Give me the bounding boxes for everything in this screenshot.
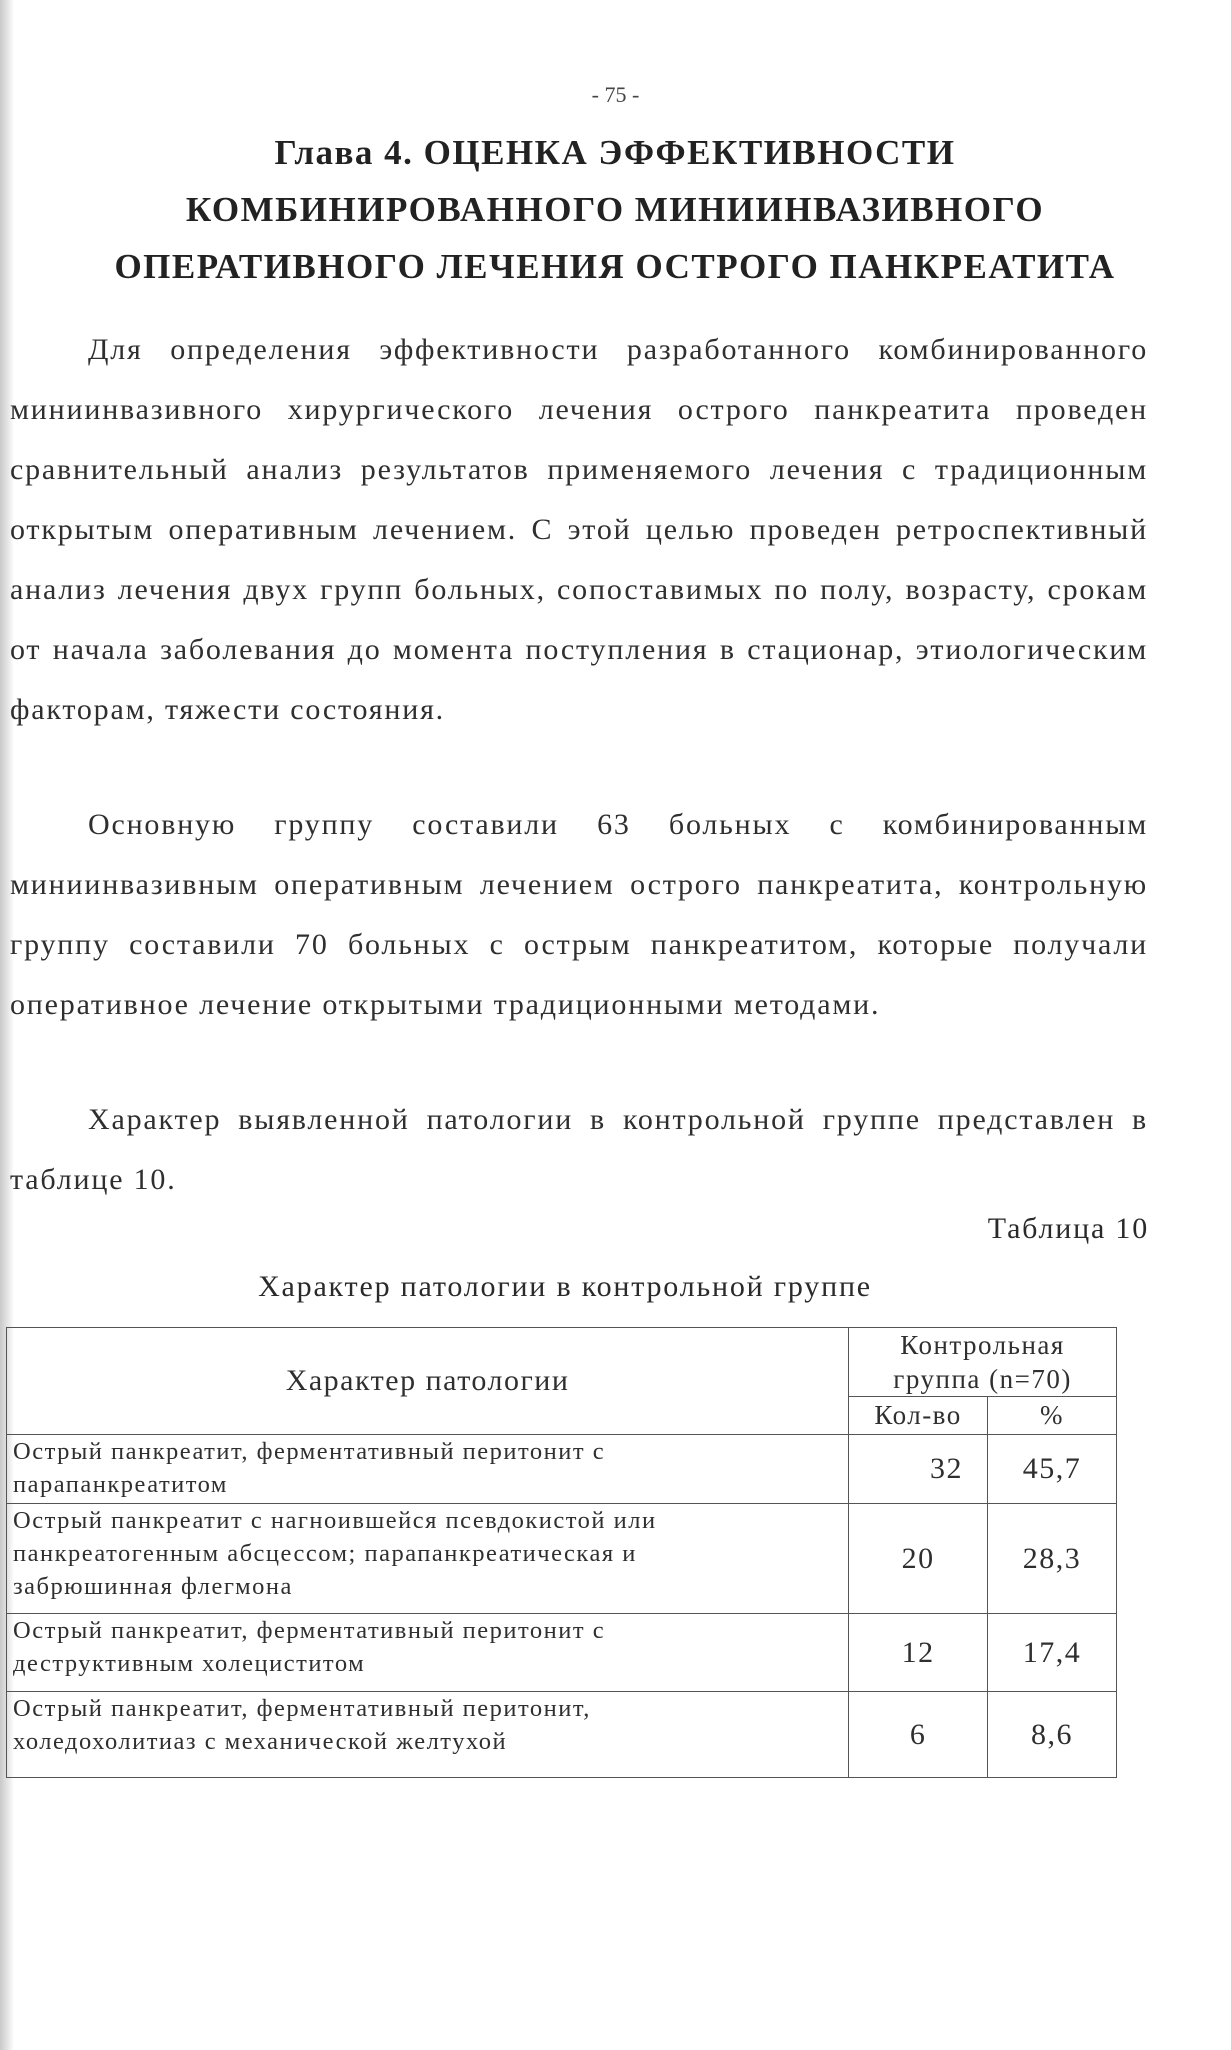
count-cell: 6 xyxy=(849,1692,988,1778)
header-pathology: Характер патологии xyxy=(7,1328,849,1435)
pathology-line: холедохолитиаз с механической желтухой xyxy=(13,1728,508,1755)
pathology-cell xyxy=(7,1614,849,1692)
table-row xyxy=(7,1435,1117,1504)
paragraph-3 xyxy=(10,1090,1148,1210)
pathology-table xyxy=(6,1327,1117,1778)
paragraph-3-text: Характер выявленной патологии в контрольной группе представлен в таблице 10. xyxy=(10,1103,1148,1196)
header-control-group-line-1: Контрольная xyxy=(900,1330,1065,1360)
pathology-cell xyxy=(7,1435,849,1504)
percent-cell: 17,4 xyxy=(988,1614,1117,1692)
percent-cell: 8,6 xyxy=(988,1692,1117,1778)
pathology-line: Острый панкреатит, ферментативный перитонит с xyxy=(13,1617,606,1644)
count-cell: 32 xyxy=(849,1435,988,1504)
paragraph-1-text: Для определения эффективности разработанного комбинированного миниинвазивного хирургического лечения острого панкреатита проведен сравнительный анализ результатов применяемого лечения с традиционным открытым оперативным лечением. С этой целью проведен ретроспективный анализ лечения двух групп больных, сопоставимых по полу, возрасту, срокам от начала заболевания до момента поступления в стационар, этиологическим факторам, тяжести состояния. xyxy=(10,333,1148,726)
percent-cell: 45,7 xyxy=(988,1435,1117,1504)
pathology-line: панкреатогенным абсцессом; парапанкреатическая и xyxy=(13,1540,637,1567)
count-cell: 12 xyxy=(849,1614,988,1692)
pathology-line: деструктивным холециститом xyxy=(13,1650,366,1677)
header-percent: % xyxy=(988,1397,1117,1435)
count-cell: 20 xyxy=(849,1504,988,1614)
paragraph-2-text: Основную группу составили 63 больных с комбинированным миниинвазивным оперативным лечением острого панкреатита, контрольную группу составили 70 больных с острым панкреатитом, которые получали оперативное лечение открытыми традиционными методами. xyxy=(10,808,1148,1021)
chapter-title-line-3: ОПЕРАТИВНОГО ЛЕЧЕНИЯ ОСТРОГО ПАНКРЕАТИТА xyxy=(114,247,1116,286)
table-caption: Характер патологии в контрольной группе xyxy=(258,1270,872,1303)
pathology-line: Острый панкреатит, ферментативный перитонит с xyxy=(13,1438,606,1465)
table-row xyxy=(7,1504,1117,1614)
pathology-cell xyxy=(7,1504,849,1614)
header-control-group-line-2: группа (n=70) xyxy=(893,1364,1072,1394)
page-number: - 75 - xyxy=(591,82,640,107)
header-control-group xyxy=(849,1328,1117,1397)
pathology-line: парапанкреатитом xyxy=(13,1471,228,1498)
chapter-title xyxy=(40,124,1190,295)
percent-cell: 28,3 xyxy=(988,1504,1117,1614)
chapter-title-line-1: Глава 4. ОЦЕНКА ЭФФЕКТИВНОСТИ xyxy=(274,133,956,172)
pathology-line: Острый панкреатит с нагноившейся псевдокистой или xyxy=(13,1507,657,1534)
paragraph-2 xyxy=(10,795,1148,1035)
table-row xyxy=(7,1692,1117,1778)
table-row xyxy=(7,1614,1117,1692)
pathology-cell xyxy=(7,1692,849,1778)
table-header-row xyxy=(7,1328,1117,1397)
paragraph-1 xyxy=(10,320,1148,740)
header-count: Кол-во xyxy=(849,1397,988,1435)
pathology-line: Острый панкреатит, ферментативный перитонит, xyxy=(13,1695,591,1722)
pathology-line: забрюшинная флегмона xyxy=(13,1573,293,1600)
table-label: Таблица 10 xyxy=(987,1212,1149,1245)
chapter-title-line-2: КОМБИНИРОВАННОГО МИНИИНВАЗИВНОГО xyxy=(185,190,1045,229)
